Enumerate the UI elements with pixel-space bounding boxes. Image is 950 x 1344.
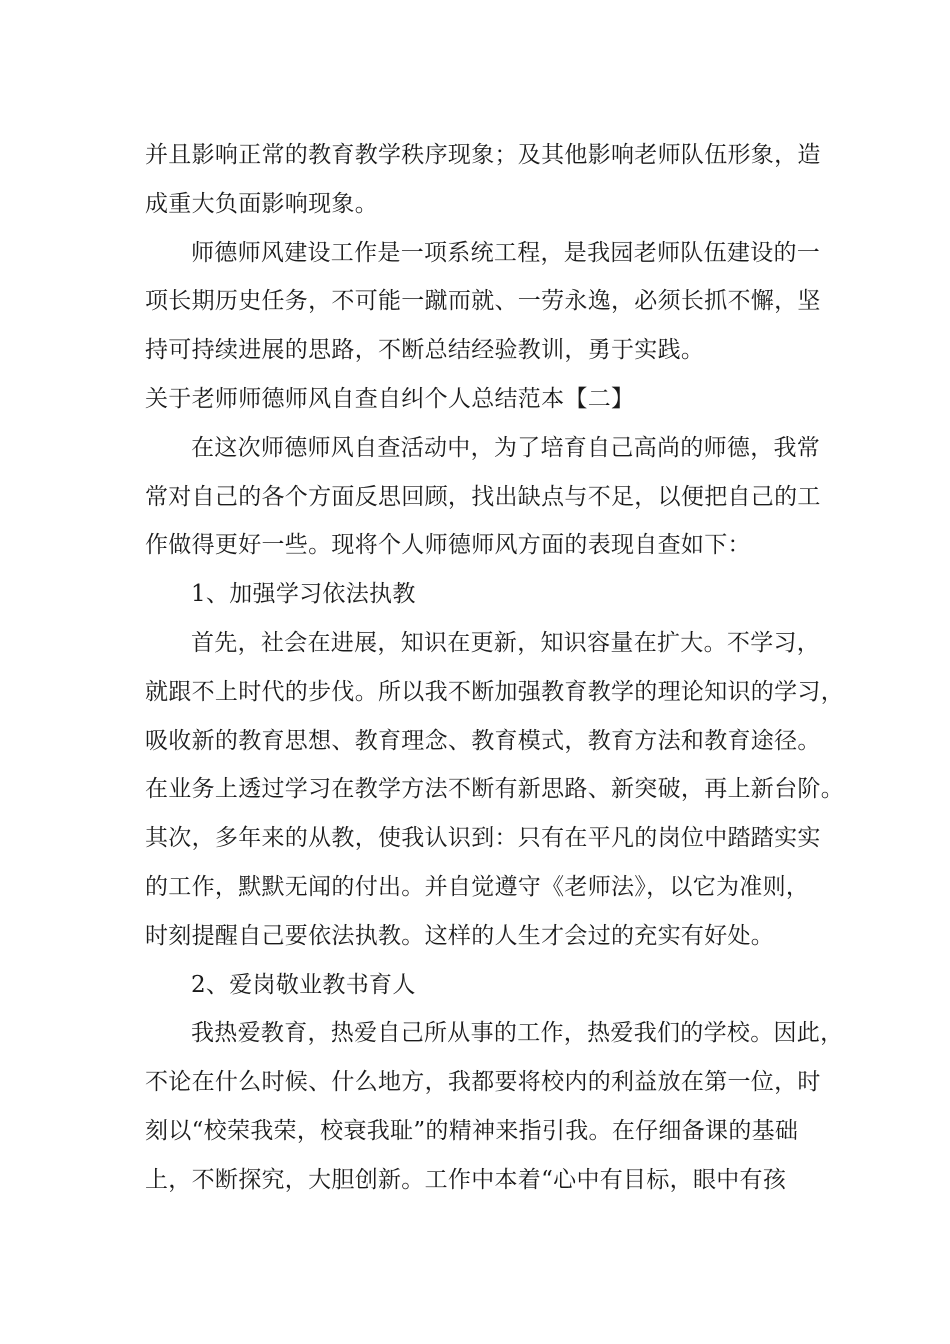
text-line: 就跟不上时代的步伐。所以我不断加强教育教学的理论知识的学习，	[145, 678, 844, 705]
text-line: 上，不断探究，大胆创新。工作中本着“心中有目标，眼中有孩	[145, 1166, 787, 1193]
text-line: 首先，社会在进展，知识在更新，知识容量在扩大。不学习，	[191, 629, 821, 656]
text-line: 1、加强学习依法执教	[191, 581, 416, 608]
text-line: 成重大负面影响现象。	[145, 190, 378, 217]
text-line: 项长期历史任务，不可能一蹴而就、一劳永逸，必须长抓不懈，坚	[145, 288, 821, 315]
text-line: 2、爱岗敬业教书育人	[191, 971, 416, 998]
text-line: 作做得更好一些。现将个人师德师风方面的表现自查如下：	[145, 532, 751, 559]
text-line: 刻以“校荣我荣，校衰我耻”的精神来指引我。在仔细备课的基础	[145, 1117, 799, 1144]
text-line: 在业务上透过学习在教学方法不断有新思路、新突破，再上新台阶。	[145, 776, 844, 803]
text-line: 持可持续进展的思路，不断总结经验教训，勇于实践。	[145, 337, 705, 364]
text-line: 不论在什么时候、什么地方，我都要将校内的利益放在第一位，时	[145, 1069, 821, 1096]
text-line: 的工作，默默无闻的付出。并自觉遵守《老师法》，以它为准则，	[145, 873, 810, 900]
text-line: 时刻提醒自己要依法执教。这样的人生才会过的充实有好处。	[145, 922, 775, 949]
text-line: 关于老师师德师风自查自纠个人总结范本【二】	[145, 385, 635, 412]
text-line: 其次，多年来的从教，使我认识到：只有在平凡的岗位中踏踏实实	[145, 825, 821, 852]
text-line: 在这次师德师风自查活动中，为了培育自己高尚的师德，我常	[191, 434, 821, 461]
text-line: 并且影响正常的教育教学秩序现象；及其他影响老师队伍形象，造	[145, 142, 821, 168]
text-line: 常对自己的各个方面反思回顾，找出缺点与不足，以便把自己的工	[145, 483, 821, 510]
text-line: 师德师风建设工作是一项系统工程，是我园老师队伍建设的一	[191, 239, 821, 266]
document-body	[145, 131, 844, 1205]
text-line: 我热爱教育，热爱自己所从事的工作，热爱我们的学校。因此，	[191, 1020, 844, 1047]
text-line: 吸收新的教育思想、教育理念、教育模式，教育方法和教育途径。	[145, 727, 821, 754]
